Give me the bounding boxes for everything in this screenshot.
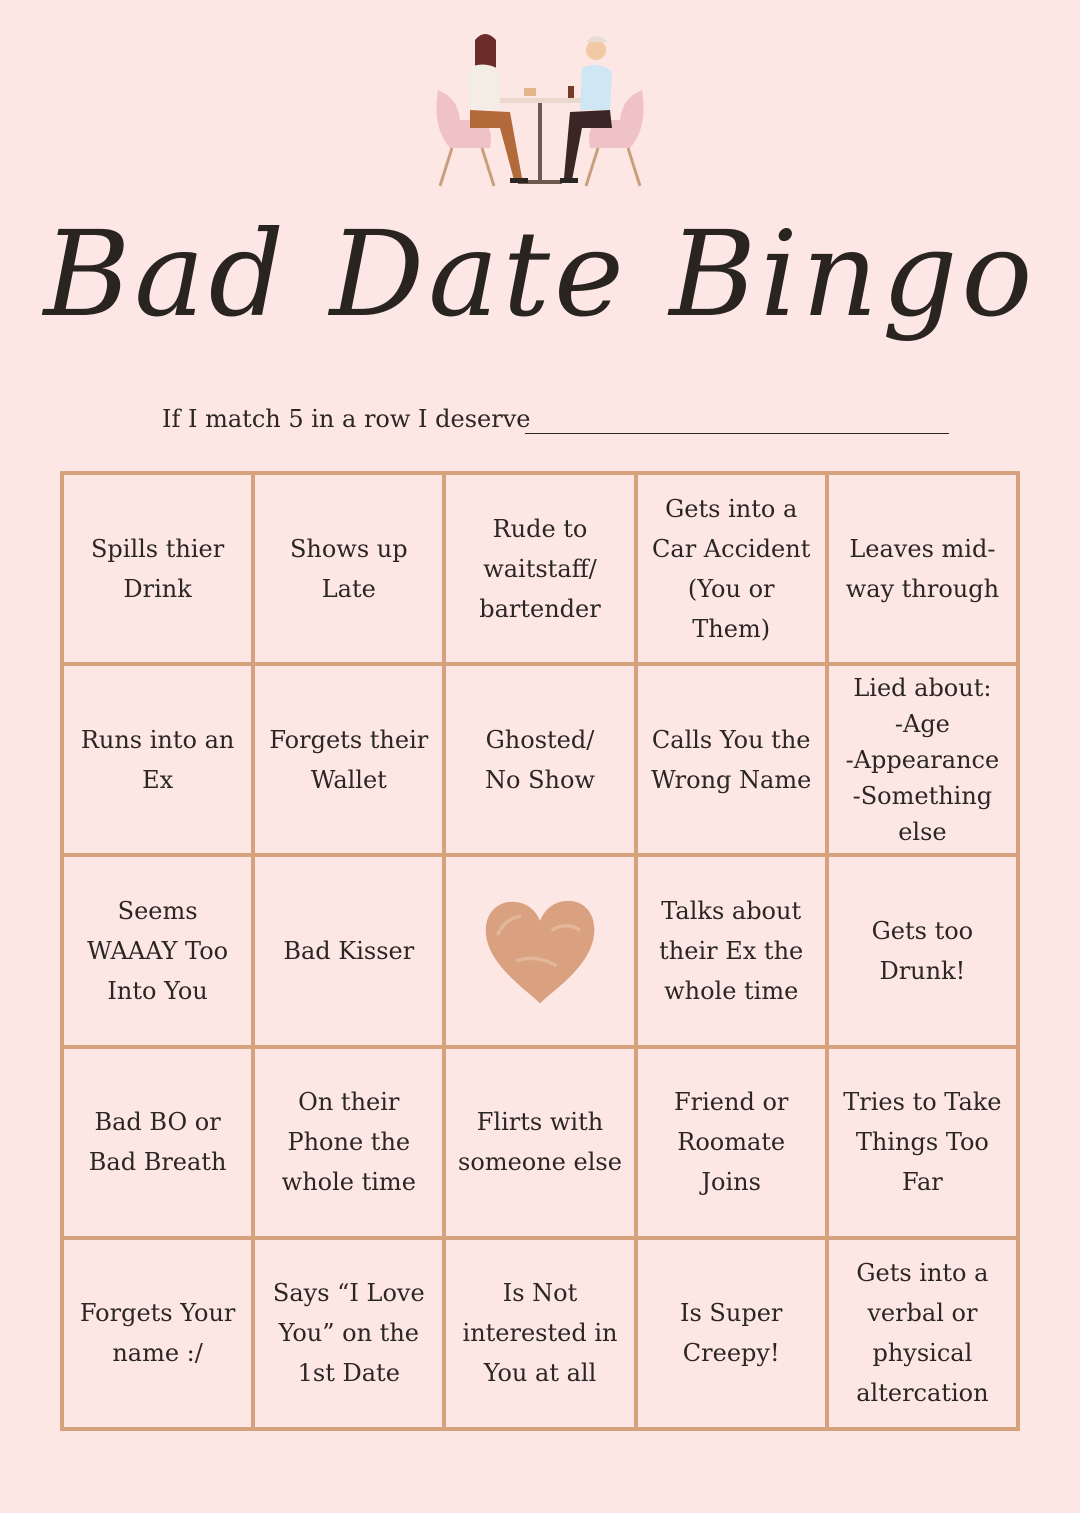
- bingo-cell[interactable]: Friend or Roomate Joins: [636, 1047, 827, 1238]
- bingo-cell[interactable]: Tries to Take Things Too Far: [827, 1047, 1018, 1238]
- bingo-cell[interactable]: Gets into a Car Accident (You or Them): [636, 473, 827, 664]
- bingo-cell[interactable]: Flirts with someone else: [444, 1047, 635, 1238]
- bingo-cell[interactable]: Is Not interested in You at all: [444, 1238, 635, 1429]
- bingo-cell[interactable]: Gets too Drunk!: [827, 855, 1018, 1046]
- bingo-cell[interactable]: Bad Kisser: [253, 855, 444, 1046]
- bingo-cell[interactable]: Says “I Love You” on the 1st Date: [253, 1238, 444, 1429]
- bingo-cell[interactable]: Is Super Creepy!: [636, 1238, 827, 1429]
- fill-in-blank-line: [525, 433, 949, 434]
- bingo-cell[interactable]: Seems WAAAY Too Into You: [62, 855, 253, 1046]
- bingo-cell[interactable]: Talks about their Ex the whole time: [636, 855, 827, 1046]
- bingo-cell[interactable]: Shows up Late: [253, 473, 444, 664]
- bingo-cell[interactable]: Gets into a verbal or physical altercation: [827, 1238, 1018, 1429]
- bingo-board: [60, 471, 1020, 1431]
- bingo-cell[interactable]: On their Phone the whole time: [253, 1047, 444, 1238]
- bingo-cell[interactable]: Ghosted/ No Show: [444, 664, 635, 855]
- subtitle: If I match 5 in a row I deserve: [162, 405, 531, 433]
- bingo-cell[interactable]: Leaves mid- way through: [827, 473, 1018, 664]
- bingo-cell[interactable]: Runs into an Ex: [62, 664, 253, 855]
- bingo-cell[interactable]: Rude to waitstaff/ bartender: [444, 473, 635, 664]
- bingo-cell[interactable]: Forgets their Wallet: [253, 664, 444, 855]
- bingo-cell[interactable]: Calls You the Wrong Name: [636, 664, 827, 855]
- couple-date-icon: [420, 28, 660, 193]
- heart-icon: [481, 895, 599, 1007]
- bingo-cell[interactable]: Forgets Your name :/: [62, 1238, 253, 1429]
- bingo-cell[interactable]: Spills thier Drink: [62, 473, 253, 664]
- bingo-cell[interactable]: Bad BO or Bad Breath: [62, 1047, 253, 1238]
- free-space-cell[interactable]: [444, 855, 635, 1046]
- bingo-cell[interactable]: Lied about: -Age -Appearance -Something else: [827, 664, 1018, 855]
- page-title: Bad Date Bingo: [43, 205, 1037, 343]
